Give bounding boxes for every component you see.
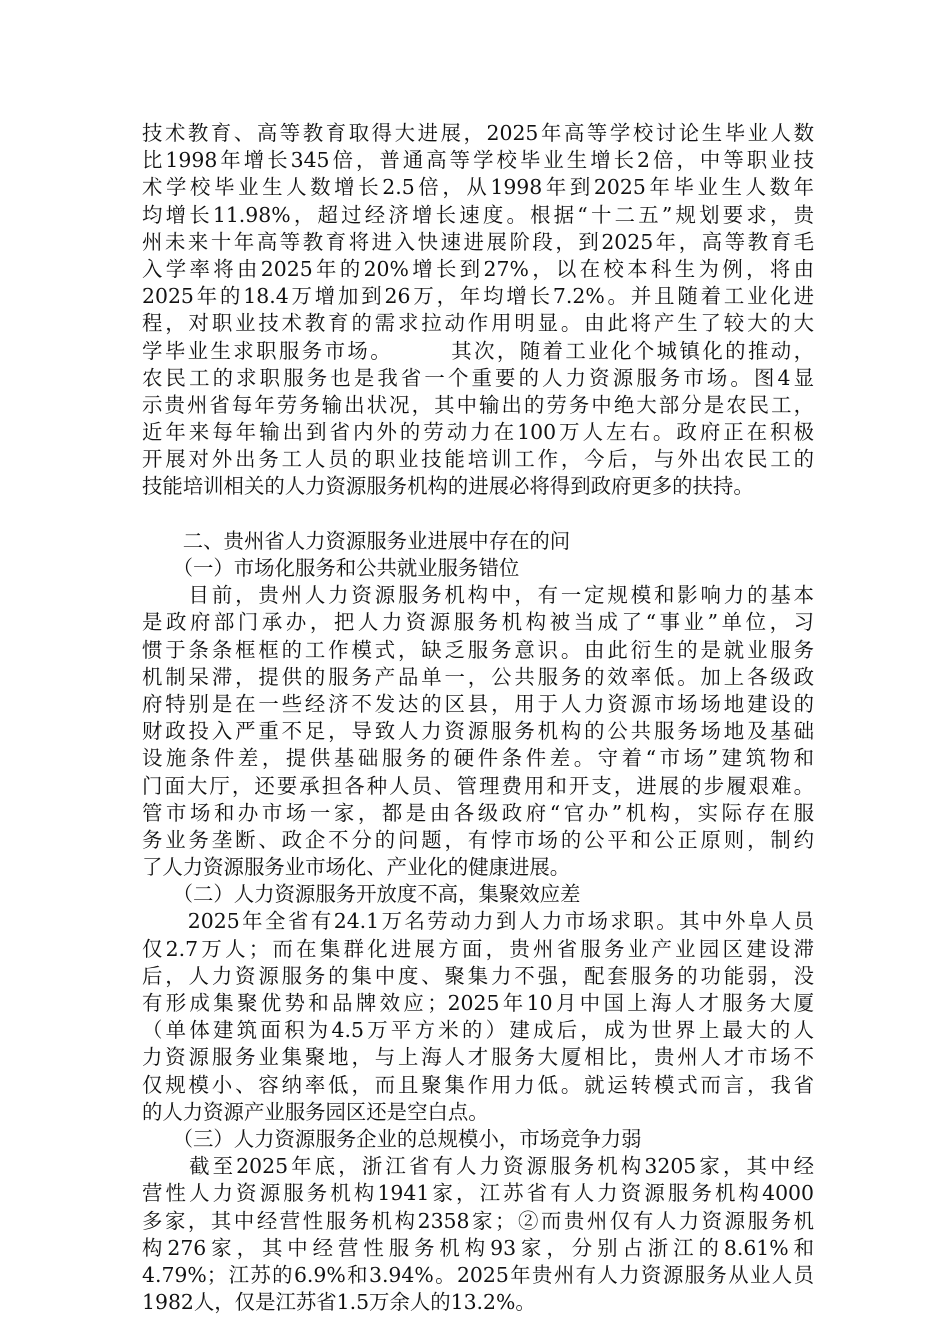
document-body bbox=[142, 120, 814, 1316]
text-line: 截至2025年底，浙江省有人力资源服务机构3205家，其中经 bbox=[142, 1154, 814, 1179]
text-line: 学毕业生求职服务市场。 其次，随着工业化个城镇化的推动， bbox=[142, 338, 814, 363]
text-line: 比1998年增长345倍，普通高等学校毕业生增长2倍，中等职业技 bbox=[142, 148, 814, 173]
text-line: 了人力资源服务业市场化、产业化的健康进展。 bbox=[142, 855, 571, 880]
text-line: 机制呆滞，提供的服务产品单一，公共服务的效率低。加上各级政 bbox=[142, 664, 814, 689]
text-line: 开展对外出务工人员的职业技能培训工作，今后，与外出农民工的 bbox=[142, 447, 814, 472]
text-line: 构276家，其中经营性服务机构93家，分别占浙江的8.61%和 bbox=[142, 1235, 814, 1260]
text-line: 财政投入严重不足，导致人力资源服务机构的公共服务场地及基础 bbox=[142, 719, 814, 744]
text-line: 仅规模小、容纳率低，而且聚集作用力低。就运转模式而言，我省 bbox=[142, 1072, 814, 1097]
text-line: 门面大厅，还要承担各种人员、管理费用和开支，进展的步履艰难。 bbox=[142, 773, 814, 798]
text-line: 设施条件差，提供基础服务的硬件条件差。守着“市场”建筑物和 bbox=[142, 746, 814, 771]
subsection-heading: （一）市场化服务和公共就业服务错位 bbox=[142, 556, 520, 580]
text-line: 州未来十年高等教育将进入快速进展阶段，到2025年，高等教育毛 bbox=[142, 229, 814, 254]
paragraph-scale bbox=[142, 1153, 814, 1316]
subsection-heading: （三）人力资源服务企业的总规模小，市场竞争力弱 bbox=[142, 1126, 642, 1151]
text-line: 仅2.7万人；而在集群化进展方面，贵州省服务业产业园区建设滞 bbox=[142, 936, 814, 961]
section-heading: 二、贵州省人力资源服务业进展中存在的问 bbox=[142, 528, 571, 553]
text-line: 是政府部门承办，把人力资源服务机构被当成了“事业”单位，习 bbox=[142, 610, 814, 635]
text-line: 惯于条条框框的工作模式，缺乏服务意识。由此衍生的是就业服务 bbox=[142, 637, 814, 662]
text-line: 营性人力资源服务机构1941家，江苏省有人力资源服务机构4000 bbox=[142, 1181, 814, 1206]
text-line: 术学校毕业生人数增长2.5倍，从1998年到2025年毕业生人数年 bbox=[142, 175, 814, 200]
text-line: （单体建筑面积为4.5万平方米的）建成后，成为世界上最大的人 bbox=[142, 1018, 814, 1043]
paragraph-education bbox=[142, 120, 814, 501]
text-line: 2025年的18.4万增加到26万，年均增长7.2%。并且随着工业化进 bbox=[142, 284, 814, 309]
text-line: 力资源服务业集聚地，与上海人才服务大厦相比，贵州人才市场不 bbox=[142, 1045, 814, 1070]
subsection-heading: （二）人力资源服务开放度不高，集聚效应差 bbox=[142, 882, 581, 907]
paragraph-spacer bbox=[142, 501, 814, 528]
text-line: 多家，其中经营性服务机构2358家；②而贵州仅有人力资源服务机 bbox=[142, 1208, 814, 1233]
text-line: 均增长11.98%，超过经济增长速度。根据“十二五”规划要求，贵 bbox=[142, 202, 814, 227]
text-line: 近年来每年输出到省内外的劳动力在100万人左右。政府正在积极 bbox=[142, 420, 814, 445]
text-line: 技术教育、高等教育取得大进展，2025年高等学校讨论生毕业人数 bbox=[142, 121, 814, 145]
paragraph-openness bbox=[142, 908, 814, 1126]
text-line: 后，人力资源服务的集中度、聚集力不强，配套服务的功能弱，没 bbox=[142, 963, 814, 988]
text-line: 入学率将由2025年的20%增长到27%，以在校本科生为例，将由 bbox=[142, 256, 814, 281]
paragraph-market-service bbox=[142, 582, 814, 881]
text-line: 示贵州省每年劳务输出状况，其中输出的劳务中绝大部分是农民工， bbox=[142, 392, 814, 417]
text-line: 务业务垄断、政企不分的问题，有悖市场的公平和公正原则，制约 bbox=[142, 827, 814, 852]
text-line: 程，对职业技术教育的需求拉动作用明显。由此将产生了较大的大 bbox=[142, 311, 814, 336]
text-line: 的人力资源产业服务园区还是空白点。 bbox=[142, 1099, 489, 1124]
text-line: 目前，贵州人力资源服务机构中，有一定规模和影响力的基本 bbox=[142, 583, 814, 608]
text-line: 技能培训相关的人力资源服务机构的进展必将得到政府更多的扶持。 bbox=[142, 474, 754, 499]
text-line: 农民工的求职服务也是我省一个重要的人力资源服务市场。图4显 bbox=[142, 365, 814, 390]
text-line: 2025年全省有24.1万名劳动力到人力市场求职。其中外阜人员 bbox=[142, 909, 814, 934]
text-line: 4.79%；江苏的6.9%和3.94%。2025年贵州有人力资源服务从业人员 bbox=[142, 1262, 814, 1287]
text-line: 1982人，仅是江苏省1.5万余人的13.2%。 bbox=[142, 1290, 536, 1315]
text-line: 有形成集聚优势和品牌效应；2025年10月中国上海人才服务大厦 bbox=[142, 991, 814, 1015]
text-line: 管市场和办市场一家，都是由各级政府“官办”机构，实际存在服 bbox=[142, 800, 814, 825]
text-line: 府特别是在一些经济不发达的区县，用于人力资源市场场地建设的 bbox=[142, 691, 814, 716]
